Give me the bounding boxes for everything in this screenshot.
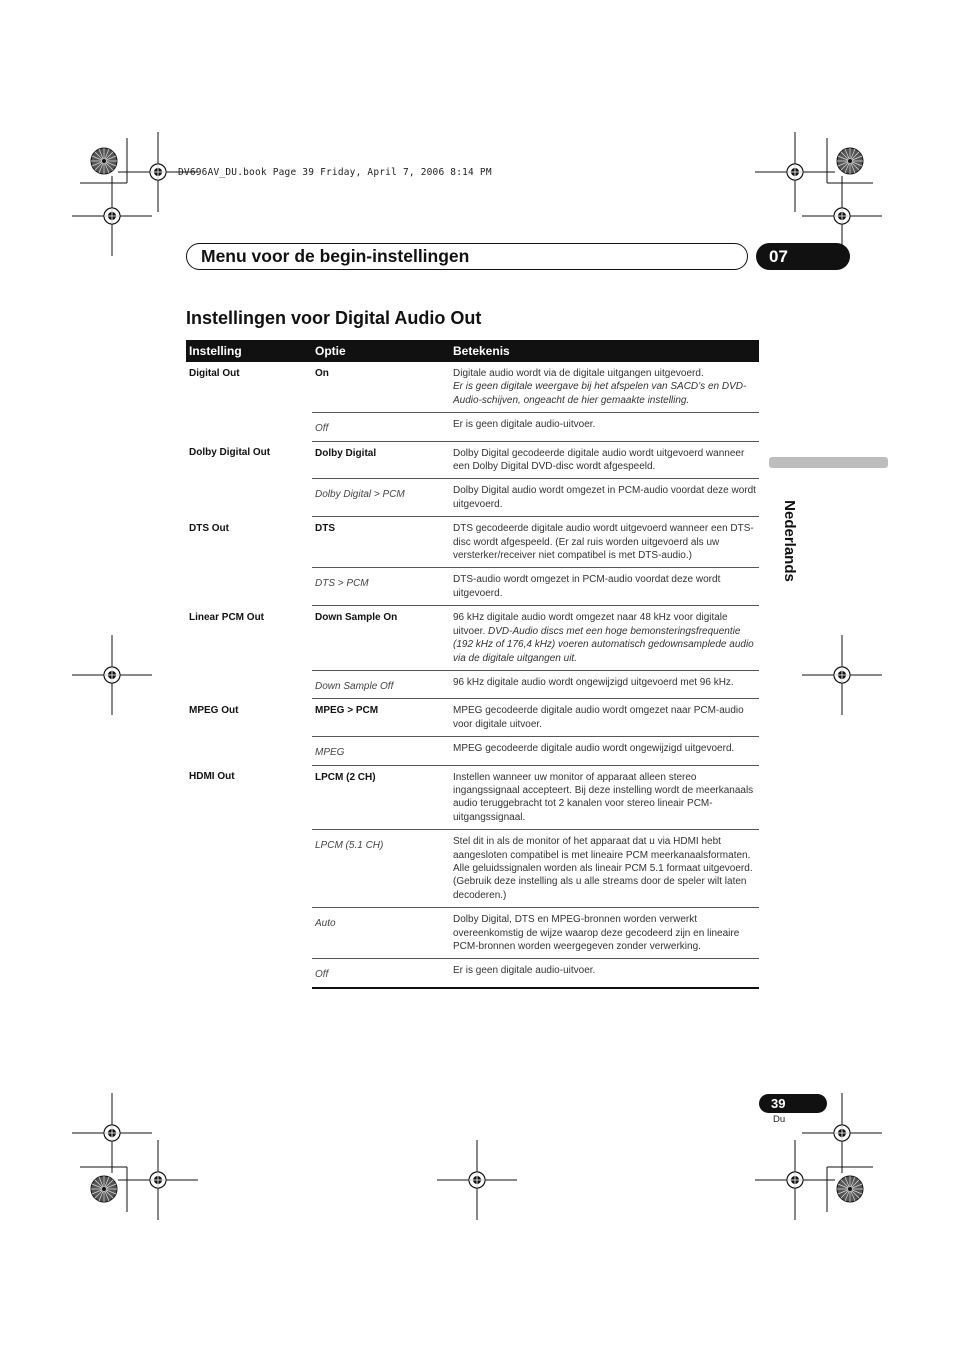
meaning-text: DTS-audio wordt omgezet in PCM-audio voordat deze wordt uitgevoerd. <box>453 574 721 599</box>
language-tab-label: Nederlands <box>781 500 798 582</box>
option-meaning <box>450 699 759 737</box>
option-meaning <box>450 670 759 698</box>
option-value: MPEG <box>312 737 450 765</box>
table-row <box>186 517 759 568</box>
option-value: Dolby Digital > PCM <box>312 479 450 517</box>
page-number: 39 <box>759 1094 827 1113</box>
book-info-line: DV696AV_DU.book Page 39 Friday, April 7, 2006 8:14 PM <box>178 167 492 178</box>
meaning-text: Dolby Digital gecodeerde digitale audio wordt uitgevoerd wanneer een Dolby Digital DVD-disc wordt afgespeeld. <box>453 447 745 473</box>
language-tab-bar <box>769 457 888 468</box>
meaning-text: Dolby Digital, DTS en MPEG-bronnen worden verwerkt overeenkomstig de wijze waarop deze gecodeerd zijn en lineaire PCM-bronnen worden weergegeven zonder verwerking. <box>453 914 740 952</box>
section-title: Instellingen voor Digital Audio Out <box>186 308 482 328</box>
column-header: Instelling <box>186 340 312 362</box>
setting-name: DTS Out <box>189 522 229 534</box>
column-header: Optie <box>312 340 450 362</box>
option-value: Auto <box>312 908 450 959</box>
meaning-text: Digitale audio wordt via de digitale uitgangen uitgevoerd. <box>453 368 704 379</box>
option-value: Down Sample Off <box>312 670 450 698</box>
meaning-text: Er is geen digitale audio-uitvoer. <box>453 419 596 431</box>
table-row <box>186 606 759 671</box>
option-meaning <box>450 830 759 908</box>
option-meaning <box>450 362 759 413</box>
table-row <box>186 699 759 737</box>
option-value: LPCM (2 CH) <box>312 765 450 830</box>
meaning-note: Er is geen digitale weergave bij het afspelen van SACD’s en DVD-Audio-schijven, ongeacht de hier gemaakte instelling. <box>453 381 747 406</box>
table-row <box>186 765 759 830</box>
meaning-text: 96 kHz digitale audio wordt ongewijzigd uitgevoerd met 96 kHz. <box>453 676 734 688</box>
meaning-text: Dolby Digital audio wordt omgezet in PCM-audio voordat deze wordt uitgevoerd. <box>453 485 756 510</box>
option-value: MPEG > PCM <box>312 699 450 737</box>
setting-name: MPEG Out <box>189 704 239 716</box>
option-value: LPCM (5.1 CH) <box>312 830 450 908</box>
option-value: On <box>312 362 450 413</box>
option-meaning <box>450 413 759 441</box>
setting-name: Digital Out <box>189 368 240 379</box>
option-meaning <box>450 479 759 517</box>
option-meaning <box>450 606 759 671</box>
page-language-code: Du <box>773 1114 786 1125</box>
option-meaning <box>450 737 759 765</box>
meaning-text: 96 kHz digitale audio wordt omgezet naar 48 kHz voor digitale uitvoer. <box>453 612 728 637</box>
setting-name: Linear PCM Out <box>189 611 265 623</box>
option-meaning <box>450 765 759 830</box>
meaning-text: MPEG gecodeerde digitale audio wordt ongewijzigd uitgevoerd. <box>453 743 735 755</box>
meaning-text: Stel dit in als de monitor of het apparaat dat u via HDMI hebt aangesloten compatibel is met lineaire PCM meerkanaalsformaten. Alle geluidssignalen worden als lineair PCM 5.1 formaat uitgevoerd. (Gebruik deze instelling als u alle streams door de speler wilt laten decoderen.) <box>453 836 753 901</box>
option-meaning <box>450 568 759 606</box>
settings-table <box>186 340 759 989</box>
table-row <box>186 362 759 413</box>
setting-name: HDMI Out <box>189 771 235 783</box>
table-row <box>186 441 759 479</box>
meaning-text: Instellen wanneer uw monitor of apparaat alleen stereo ingangssignaal accepteert. Bij deze instelling wordt de meerkanaals audio teruggebracht tot 2 kanalen voor stereo lineair PCM-uitgangssignaal. <box>453 771 754 823</box>
option-value: Dolby Digital <box>312 441 450 479</box>
meaning-note: DVD-Audio discs met een hoge bemonsteringsfrequentie (192 kHz of 176,4 kHz) voeren automatisch gedownsamplede audio via de digitale uitgangen uit. <box>453 625 754 664</box>
setting-name: Dolby Digital Out <box>189 447 271 459</box>
option-value: DTS > PCM <box>312 568 450 606</box>
option-meaning <box>450 517 759 568</box>
meaning-text: MPEG gecodeerde digitale audio wordt omgezet naar PCM-audio voor digitale uitvoer. <box>453 705 744 730</box>
option-meaning <box>450 959 759 988</box>
option-value: DTS <box>312 517 450 568</box>
option-value: Down Sample On <box>312 606 450 671</box>
table-header-row <box>186 340 759 362</box>
chapter-number: 07 <box>756 243 850 270</box>
chapter-title: Menu voor de begin-instellingen <box>201 246 470 266</box>
column-header: Betekenis <box>450 340 759 362</box>
meaning-text: DTS gecodeerde digitale audio wordt uitgevoerd wanneer een DTS-disc wordt afgespeeld. (Er zal ruis worden uitgevoerd als uw versterker/receiver niet compatibel is met DTS-audio.) <box>453 523 754 562</box>
option-value: Off <box>312 413 450 441</box>
meaning-text: Er is geen digitale audio-uitvoer. <box>453 965 596 977</box>
option-value: Off <box>312 959 450 988</box>
option-meaning <box>450 441 759 479</box>
option-meaning <box>450 908 759 959</box>
